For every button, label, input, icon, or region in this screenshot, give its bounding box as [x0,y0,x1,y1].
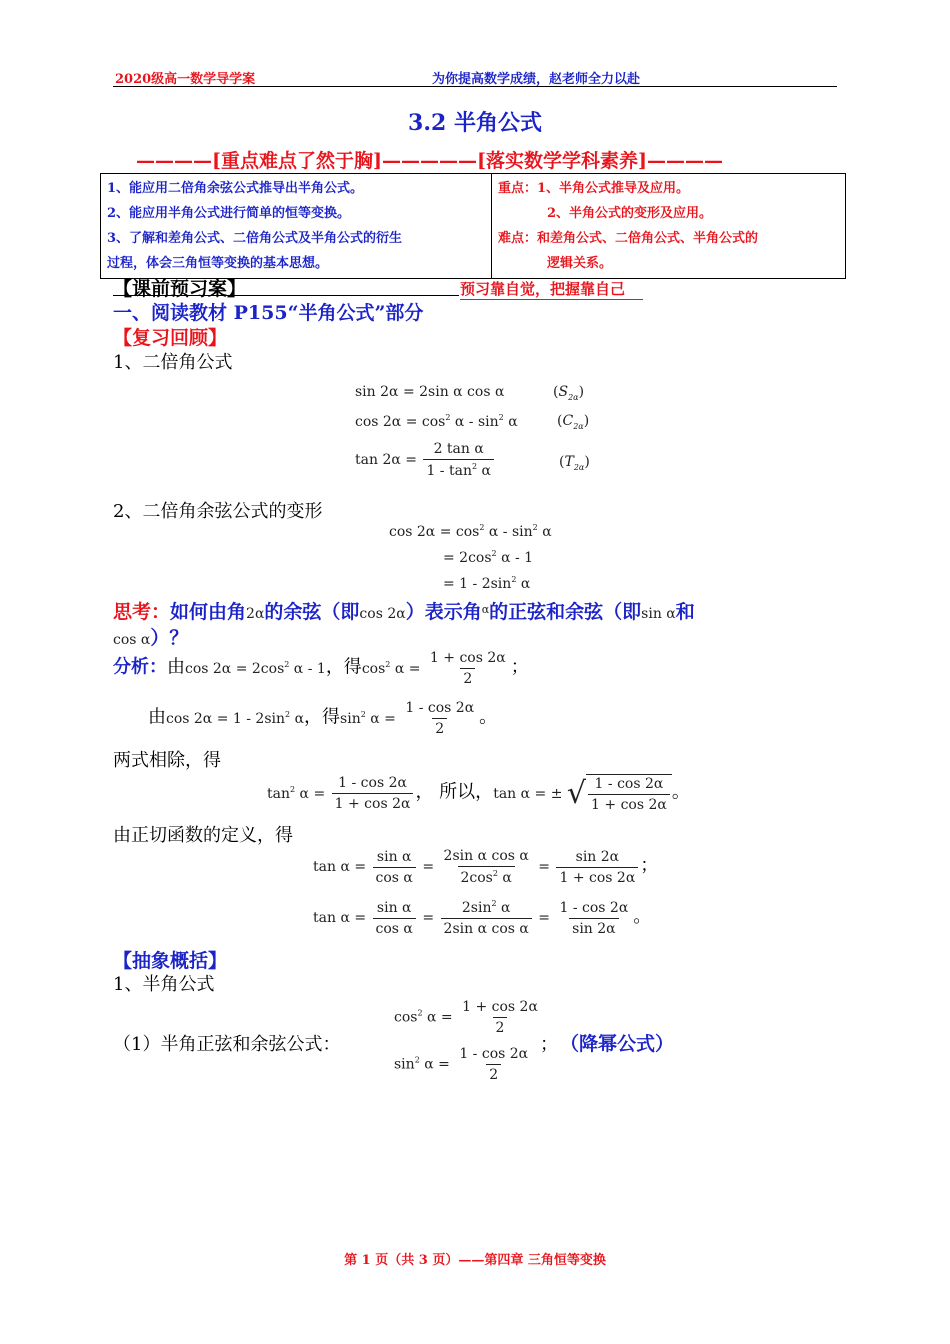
banner [136,146,723,173]
think-text: 和 [675,601,695,623]
banner-part1: [重点难点了然于胸] [212,150,382,172]
abstract-label: 【抽象概括】 [113,950,228,972]
tag-t2a: $(T_{2\alpha})$ [559,454,590,472]
think-paragraph: 思考：如何由角2α的余弦（即cos 2α）表示角$^\alpha$的正弦和余弦（即sin α和 cos α）？ [113,601,695,649]
half-angle-tag: （降幂公式） [560,1033,675,1055]
preview-label: 【课前预习案】 [113,278,247,300]
analysis-line-1: 分析：由$\cos 2\alpha = 2\cos^2$ α - 1，得$\cos^2 \alpha$ = $\frac{1 + \cos 2\alpha}{2}$ ； [113,650,529,687]
variant-line-1: $\cos 2\alpha = \cos^2 \alpha - \sin^2 \alpha$ [389,523,552,540]
half-angle-cos: $\cos^2 \alpha$ = $\frac{1 + \cos 2\alpha}{2}$ [394,999,538,1036]
item-double-angle: 1、二倍角公式 [113,352,233,373]
think-text: 的正弦和余弦（即 [489,601,642,623]
analysis-divide: 两式相除，得 [113,750,221,771]
variant-line-3: = $1 - 2\sin^2$ α [443,575,531,592]
goals-right [492,174,846,279]
page-footer: 第 1 页（共 3 页）——第四章 三角恒等变换 [344,1253,606,1268]
analysis-text: 。 [671,781,690,803]
review-label: 【复习回顾】 [113,327,228,349]
analysis-text: ，得 [304,706,341,728]
think-text: 的余弦（即 [264,601,360,623]
key-line: 逻辑关系。 [547,256,613,271]
think-text: ）表示角 [405,601,482,623]
analysis-line-2: 由$\cos 2\alpha = 1 - 2\sin^2$ α，得$\sin^2 \alpha$ = $\frac{1 - \cos 2\alpha}{2}$ 。 [148,700,498,737]
analysis-text: ，得 [325,656,362,678]
goal-line: 3、了解和差角公式、二倍角公式及半角公式的衍生 [107,231,403,246]
goal-line: 1、能应用二倍角余弦公式推导出半角公式。 [107,181,364,196]
tag-c2a: $(C_{2\alpha})$ [557,413,590,431]
think-text: ）？ [150,627,189,649]
goal-line: 2、能应用半角公式进行简单的恒等变换。 [107,206,351,221]
item-cos-variant: 2、二倍角余弦公式的变形 [113,501,323,522]
tag-letter: C [562,413,574,429]
page-title: 3.2 半角公式 [408,110,542,136]
banner-part2: [落实数学学科素养] [476,150,647,172]
analysis-text: ； [640,855,659,876]
key-line: 难点：和差角公式、二倍角公式、半角公式的 [498,231,759,246]
header-rule [113,86,837,87]
analysis-label: 分析： [113,656,167,678]
tag-sub: 2α [573,422,584,431]
analysis-text: ， 所以， [415,781,494,803]
analysis-line-4: tan α = $\frac{\text{sin α}}{\text{cos α}}$ = $\frac{\text{2sin α cos α}}{2\cos^2 \alpha}$ = $\frac{\sin 2\alpha}{1 + \cos 2\alpha}$ ； [313,848,659,886]
tag-letter: T [564,454,574,470]
goal-line: 过程，体会三角恒等变换的基本思想。 [107,256,329,271]
tag-letter: S [558,384,569,400]
formula-sin2a: sin 2α = 2sin α cos α [355,384,505,400]
tag-s2a: $(S_{2\alpha})$ [553,384,585,402]
analysis-text: 。 [479,706,498,728]
section-heading: 一、阅读教材 P155“半角公式”部分 [113,302,424,324]
analysis-text: 由 [167,656,185,678]
banner-dash-right: ———— [646,150,723,172]
tag-sub: 2α [573,463,585,472]
formula-cos2a: $\cos 2\alpha = \cos^2 \alpha - \sin^2 \alpha$ [355,413,518,430]
half-angle-semi: ； [540,1034,558,1055]
think-label: 思考： [113,601,171,623]
banner-dash-left: ———— [136,150,212,172]
header-right: 为你提高数学成绩，赵老师全力以赴 [432,72,641,87]
analysis-line-3: $\tan^2 \alpha$ = $\frac{1 - \cos 2\alpha}{1 + \cos 2\alpha}$ ， 所以，tan α = ± √ $\frac{1 - \cos 2\alpha}{1 + \cos 2\alpha}$ 。 [267,775,690,813]
item-half-angle: 1、半角公式 [113,974,215,995]
variant-line-2: = $2\cos^2$ α - 1 [443,549,534,566]
half-angle-sin: $\sin^2 \alpha$ = $\frac{1 - \cos 2\alpha}{2}$ [394,1046,529,1083]
analysis-tangent-def: 由正切函数的定义，得 [113,825,293,846]
analysis-line-5: tan α = $\frac{\text{sin α}}{\text{cos α}}$ = $\frac{2\sin^2 \alpha}{\text{2sin α cos α}}$ = $\frac{1 - \cos 2\alpha}{\sin 2\alpha}$ 。 [313,899,652,937]
goals-table [100,173,846,279]
tag-sub: 2α [568,393,579,402]
formula-tan2a: tan 2α = $\frac{\text{2 tan α}}{1 - \tan^2 \alpha}$ [355,441,496,479]
analysis-text: 由 [148,706,166,728]
goals-left [101,174,492,279]
analysis-text: ； [510,656,529,678]
key-line: 重点：1、半角公式推导及应用。 [498,181,690,196]
half-angle-label: （1）半角正弦和余弦公式： [113,1034,341,1055]
preview-slogan: 预习靠自觉，把握靠自己 [460,278,643,300]
think-text: 如何由角 [170,601,247,623]
header-left: 2020级高一数学导学案 [115,72,256,87]
analysis-text: 。 [633,906,652,927]
banner-dash-mid: ————— [381,150,477,172]
key-line: 2、半角公式的变形及应用。 [547,206,713,221]
